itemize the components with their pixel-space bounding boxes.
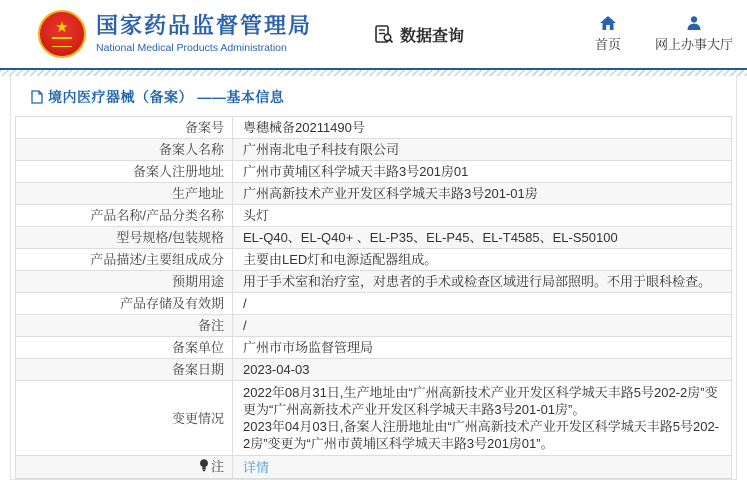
table-row-filing-authority — [16, 337, 732, 359]
breadcrumb — [11, 76, 736, 116]
content-container — [10, 76, 737, 480]
nav-home[interactable] — [595, 16, 621, 53]
field-value: 粤穗械备20211490号 — [233, 117, 732, 139]
table-row-product-name — [16, 205, 732, 227]
details-link[interactable]: 详情 — [243, 459, 270, 475]
field-value: 广州市市场监督管理局 — [233, 337, 732, 359]
table-row-filing-date — [16, 359, 732, 381]
nav-data-query-label: 数据查询 — [400, 27, 465, 45]
nav-service-hall-label: 网上办事大厅 — [654, 36, 733, 52]
field-label: 产品存储及有效期 — [16, 293, 233, 315]
person-icon — [687, 16, 701, 30]
field-label: 产品描述/主要组成成分 — [16, 249, 233, 271]
table-row-intended-use — [16, 271, 732, 293]
field-label: 备案日期 — [16, 359, 233, 381]
field-value: 主要由LED灯和电源适配器组成。 — [233, 249, 732, 271]
field-value — [233, 381, 732, 456]
site-title-en: National Medical Products Administration — [96, 42, 287, 54]
bulb-icon — [199, 459, 209, 475]
field-label: 变更情况 — [16, 381, 233, 456]
note-label: 注 — [210, 459, 224, 474]
field-label: 备案单位 — [16, 337, 233, 359]
field-value: / — [233, 315, 732, 337]
change-history-line-1: 2022年08月31日,生产地址由“广州高新技术产业开发区科学城天丰路5号202-2房”变更为“广州高新技术产业开发区科学城天丰路3号201-01房”。 — [243, 385, 718, 417]
home-icon — [600, 16, 616, 30]
table-row-registrant-name — [16, 139, 732, 161]
field-value: 广州市黄埔区科学城天丰路3号201房01 — [233, 161, 732, 183]
table-row-record-number — [16, 117, 732, 139]
site-header — [0, 0, 747, 68]
field-value: 用于手术室和治疗室，对患者的手术或检查区域进行局部照明。不用于眼科检查。 — [233, 271, 732, 293]
field-value: 广州高新技术产业开发区科学城天丰路3号201-01房 — [233, 183, 732, 205]
field-label — [16, 456, 233, 479]
brand-logo[interactable] — [38, 10, 312, 58]
national-emblem-icon: ★ — [38, 10, 86, 58]
page-title: 境内医疗器械（备案） ——基本信息 — [48, 89, 285, 105]
nav-service-hall[interactable] — [655, 16, 733, 53]
table-row-storage-validity — [16, 293, 732, 315]
table-row-remarks — [16, 315, 732, 337]
field-label: 型号规格/包装规格 — [16, 227, 233, 249]
field-value: / — [233, 293, 732, 315]
field-label: 预期用途 — [16, 271, 233, 293]
field-value — [233, 456, 732, 479]
field-label: 备案人注册地址 — [16, 161, 233, 183]
table-row-registrant-address — [16, 161, 732, 183]
table-row-product-description — [16, 249, 732, 271]
field-value: 广州南北电子科技有限公司 — [233, 139, 732, 161]
table-row-change-history — [16, 381, 732, 456]
header-nav — [561, 16, 733, 53]
field-label: 备案号 — [16, 117, 233, 139]
table-row-model-spec — [16, 227, 732, 249]
nav-home-label: 首页 — [594, 36, 621, 52]
change-history-line-2: 2023年04月03日,备案人注册地址由“广州高新技术产业开发区科学城天丰路5号202-2房”变更为“广州市黄埔区科学城天丰路3号201房01”。 — [243, 419, 720, 451]
field-label: 备注 — [16, 315, 233, 337]
document-search-icon — [374, 24, 394, 44]
field-value: 2023-04-03 — [233, 359, 732, 381]
field-label: 产品名称/产品分类名称 — [16, 205, 233, 227]
registration-info-table — [15, 116, 732, 479]
document-icon — [31, 90, 43, 104]
table-row-note — [16, 456, 732, 479]
field-label: 生产地址 — [16, 183, 233, 205]
field-value: EL-Q40、EL-Q40+ 、EL-P35、EL-P45、EL-T4585、EL-S50100 — [233, 227, 732, 249]
field-label: 备案人名称 — [16, 139, 233, 161]
field-value: 头灯 — [233, 205, 732, 227]
nav-data-query[interactable] — [374, 23, 464, 46]
site-title-cn: 国家药品监督管理局 — [96, 13, 313, 38]
table-row-production-address — [16, 183, 732, 205]
